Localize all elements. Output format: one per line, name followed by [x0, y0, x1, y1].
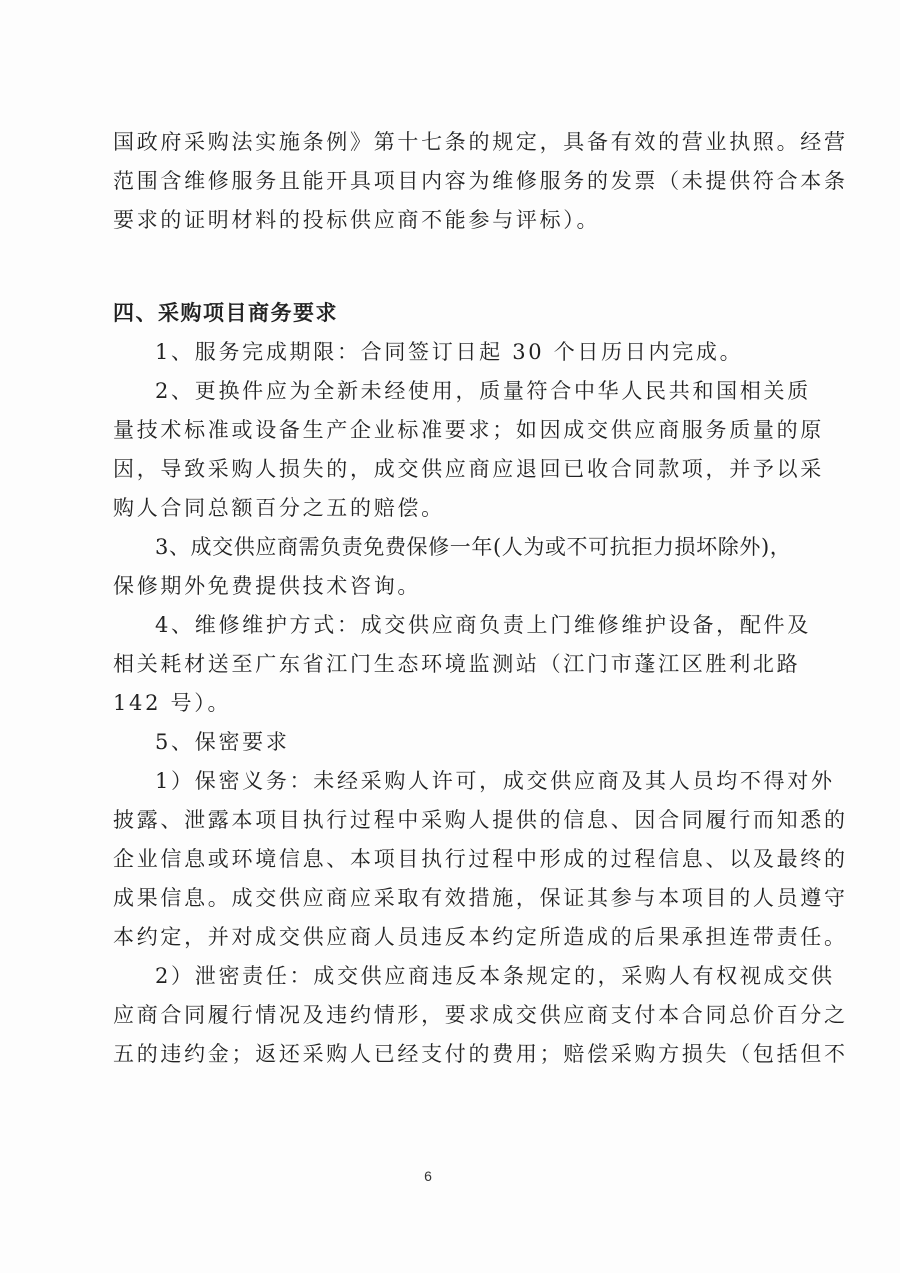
paragraph-gap	[113, 240, 753, 294]
text-line: 5、保密要求	[155, 730, 290, 754]
page-body	[113, 123, 848, 1074]
section-heading: 四、采购项目商务要求	[113, 301, 338, 325]
text-line: 应商合同履行情况及违约情形，要求成交供应商支付本合同总价百分之	[113, 1003, 848, 1027]
text-line: 五的违约金；返还采购人已经支付的费用；赔偿采购方损失（包括但不	[113, 1042, 848, 1066]
page-number: 6	[424, 1168, 432, 1184]
text-line: 企业信息或环境信息、本项目执行过程中形成的过程信息、以及最终的	[113, 847, 848, 871]
item-5-paragraph	[113, 723, 753, 762]
item-1-paragraph	[113, 333, 753, 372]
text-line: 4、维修维护方式：成交供应商负责上门维修维护设备，配件及	[155, 613, 811, 637]
item-4-paragraph	[113, 606, 811, 723]
item-3-paragraph	[113, 528, 792, 606]
text-line: 成果信息。成交供应商应采取有效措施，保证其参与本项目的人员遵守	[113, 886, 848, 910]
text-line: 1）保密义务：未经采购人许可，成交供应商及其人员均不得对外	[155, 769, 835, 793]
item-5-2-paragraph	[113, 957, 848, 1074]
text-line: 相关耗材送至广东省江门生态环境监测站（江门市蓬江区胜利北路	[113, 652, 801, 676]
text-line: 购人合同总额百分之五的赔偿。	[113, 496, 445, 520]
text-line: 国政府采购法实施条例》第十七条的规定，具备有效的营业执照。经营	[113, 130, 848, 154]
item-2-paragraph	[113, 372, 824, 528]
text-line: 保修期外免费提供技术咨询。	[113, 574, 422, 598]
text-line: 量技术标准或设备生产企业标准要求；如因成交供应商服务质量的原	[113, 418, 824, 442]
text-line: 披露、泄露本项目执行过程中采购人提供的信息、因合同履行而知悉的	[113, 808, 848, 832]
intro-paragraph	[113, 123, 848, 240]
text-line: 本约定，并对成交供应商人员违反本约定所造成的后果承担连带责任。	[113, 925, 848, 949]
text-line: 2、更换件应为全新未经使用，质量符合中华人民共和国相关质	[155, 379, 811, 403]
text-line: 因，导致采购人损失的，成交供应商应退回已收合同款项，并予以采	[113, 457, 824, 481]
item-5-1-paragraph	[113, 762, 848, 957]
text-line: 3、成交供应商需负责免费保修一年(人为或不可抗拒力损坏除外)，	[155, 535, 792, 559]
text-line: 2）泄密责任：成交供应商违反本条规定的，采购人有权视成交供	[155, 964, 835, 988]
text-line: 142 号）。	[113, 691, 232, 715]
text-line: 要求的证明材料的投标供应商不能参与评标）。	[113, 208, 601, 232]
text-line: 1、服务完成期限：合同签订日起 30 个日历日内完成。	[155, 340, 744, 364]
text-line: 范围含维修服务且能开具项目内容为维修服务的发票（未提供符合本条	[113, 169, 848, 193]
